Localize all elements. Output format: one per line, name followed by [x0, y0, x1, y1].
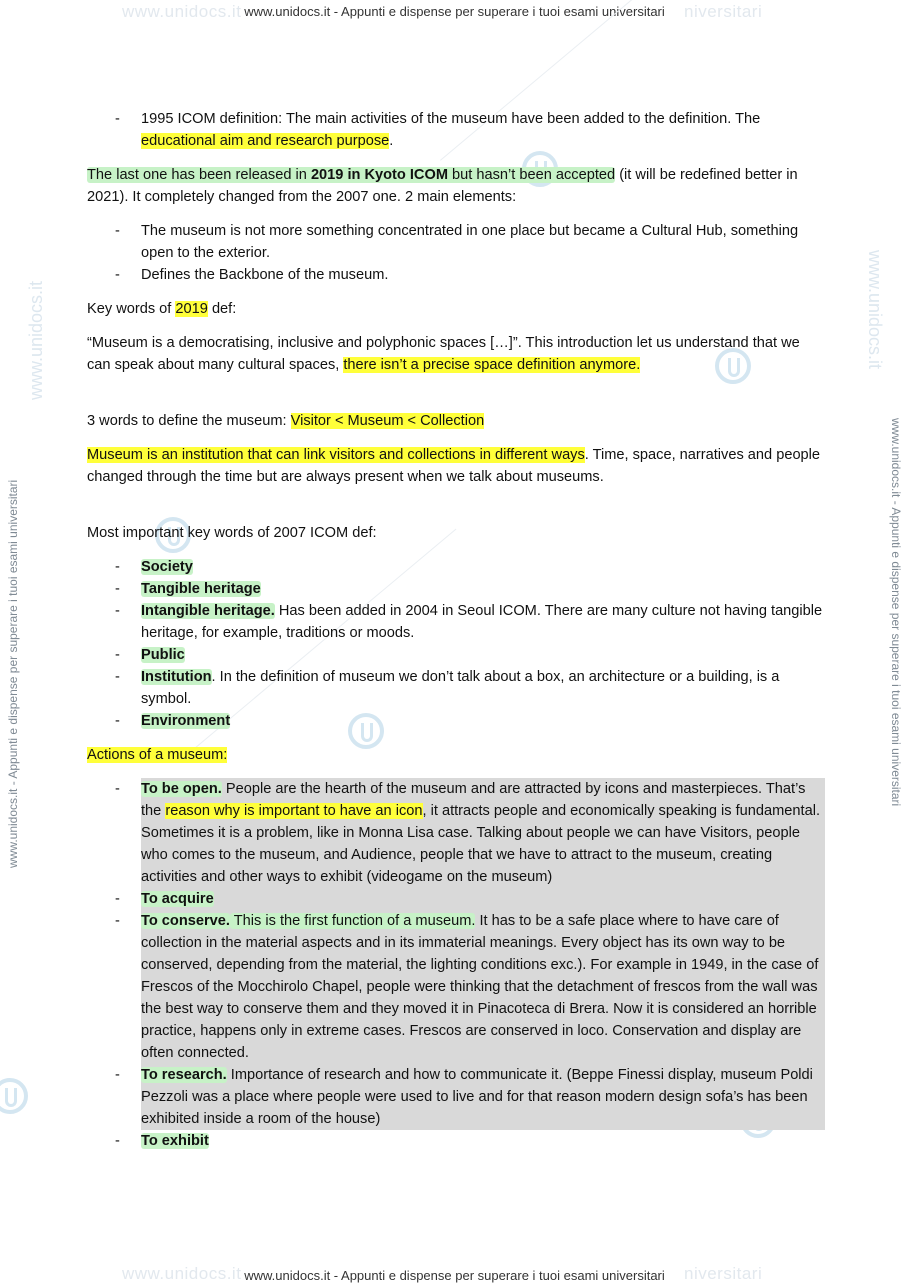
watermark-ghost-right: www.unidocs.it: [865, 250, 885, 370]
highlight-yellow: Actions of a museum:: [87, 747, 228, 763]
paragraph-three-words: [87, 410, 825, 432]
text: (it will be redefined better in 2021). It completely changed from the 2007 one. 2 main elements:: [87, 167, 798, 205]
highlight-yellow: there isn’t a precise space definition anymore.: [343, 357, 641, 373]
list-item-conserve: - To conserve. This is the first function of a museum. It has to be a safe place where to have care of collection in the material aspects and in its immaterial meanings. Every object has its own way to be conserved, depending from the material, the lighting conditions exc.). For example in 1949, in the case of Frescos of the Mocchirolo Chapel, people were thinking that the detachment of frescos from the wall was the best way to conserve them and they moved it in Pinacoteca di Brera. Now it is considered an horrible practice, happens only in extreme cases. Frescos are conserved in loco. Conservation and display are often connected.: [87, 910, 825, 1064]
list-item-institution: - Institution. In the definition of museum we don’t talk about a box, an architecture or a building, is a symbol.: [115, 669, 780, 707]
watermark-ghost-top-right: niversitari: [684, 2, 763, 21]
text: It has to be a safe place where to have care of collection in the material aspects and in its immaterial meanings. Every object has its own way to be conserved, depending from the material, the lighting conditions exc.). For example in 1949, in the case of Frescos of the Mocchirolo Chapel, people were thinking that the detachment of frescos from the wall was the best way to conserve them and they moved it in Pinacoteca di Brera. Now it is considered an horrible practice, happens only in extreme cases. Frescos are conserved in loco. Conservation and display are often connected.: [141, 913, 819, 1061]
highlight-green: To research.: [141, 1067, 227, 1083]
watermark-ghost-top-left: www.unidocs.it: [122, 2, 242, 21]
highlight-green: To conserve.: [141, 913, 230, 929]
watermark-ghost-bottom-right: niversitari: [684, 1264, 763, 1283]
text: , it attracts people and economically speaking is fundamental. Sometimes it is a problem, like in Monna Lisa case. Talking about people we can have Visitors, people who comes to the museum, and Audience, people that we have to attract to the museum, creating activities and other ways to exhibit (videogame on the museum): [141, 803, 821, 885]
list-text: The museum is not more something concentrated in one place but became a Cultural Hub, something open to the exterior.: [141, 223, 799, 261]
list-item-acquire: - To acquire: [87, 888, 825, 910]
highlight-green: Environment: [141, 713, 231, 729]
highlight-yellow: reason why is important to have an icon: [165, 803, 423, 819]
document-body: [87, 108, 825, 1152]
text: . Time, space, narratives and people changed through the time but are always present when we talk about museums.: [87, 447, 821, 485]
text: Importance of research and how to communicate it. (Beppe Finessi display, museum Poldi Pezzoli was a place where people were used to live and for that reason modern design sofa’s has been exhibited inside a room of the house): [141, 1067, 813, 1127]
highlight-green: Tangible heritage: [141, 581, 261, 597]
highlight-green: To acquire: [141, 891, 214, 907]
watermark-footer: www.unidocs.it - Appunti e dispense per superare i tuoi esami universitari: [244, 1268, 665, 1283]
highlight-green: Intangible heritage.: [141, 603, 275, 619]
list-item-society: - Society: [115, 559, 193, 575]
highlight-yellow: 2019: [175, 301, 208, 317]
text: def:: [207, 301, 237, 317]
paragraph-keywords-2007-title: Most important key words of 2007 ICOM def:: [87, 525, 377, 541]
list-item: - Defines the Backbone of the museum.: [87, 264, 825, 286]
actions-title: [87, 744, 825, 766]
paragraph-quote: [87, 332, 825, 376]
highlight-green: To be open.: [141, 781, 222, 797]
actions-list: [87, 778, 825, 1152]
highlight-green: To exhibit: [141, 1133, 209, 1149]
text: Has been added in 2004 in Seoul ICOM. There are many culture not having tangible heritage, for example, traditions or moods.: [141, 603, 823, 641]
highlight-yellow: Museum is an institution that can link visitors and collections in different ways: [87, 447, 585, 463]
watermark-right-side: www.unidocs.it - Appunti e dispense per superare i tuoi esami universitari: [889, 418, 903, 807]
text: 1995 ICOM definition: The main activities of the museum have been added to the definition. The: [141, 111, 761, 127]
list-item-open: - To be open. People are the hearth of the museum and are attracted by icons and masterpieces. That’s the reason why is important to have an icon, it attracts people and economically speaking is fundamental. Sometimes it is a problem, like in Monna Lisa case. Talking about people we can have Visitors, people who comes to the museum, and Audience, people that we have to attract to the museum, creating activities and other ways to exhibit (videogame on the museum): [87, 778, 825, 888]
list-item-tangible: - Tangible heritage: [115, 581, 261, 597]
watermark-ghost-bottom-left: www.unidocs.it: [122, 1264, 242, 1283]
list-item-intangible: - Intangible heritage. Has been added in 2004 in Seoul ICOM. There are many culture not having tangible heritage, for example, traditions or moods.: [115, 603, 823, 641]
unidocs-logo-icon: [0, 1078, 28, 1114]
text: . In the definition of museum we don’t talk about a box, an architecture or a building, is a symbol.: [141, 669, 780, 707]
highlight-green: This is the first function of a museum.: [229, 913, 476, 929]
paragraph-keywords-2019: [87, 298, 825, 320]
text: 3 words to define the museum:: [87, 413, 291, 429]
bold-text: 2019 in Kyoto ICOM: [310, 167, 448, 183]
text: The last one has been released in: [87, 167, 311, 183]
highlight-green: Public: [141, 647, 185, 663]
list-item-research: - To research. Importance of research and how to communicate it. (Beppe Finessi display, museum Poldi Pezzoli was a place where people were used to live and for that reason modern design sofa’s has been exhibited inside a room of the house): [87, 1064, 825, 1130]
text: Key words of: [87, 301, 176, 317]
highlight-green: Institution: [141, 669, 212, 685]
text: .: [389, 133, 394, 149]
watermark-left-side: www.unidocs.it - Appunti e dispense per superare i tuoi esami universitari: [6, 479, 20, 868]
text: People are the hearth of the museum and are attracted by icons and masterpieces. That’s the: [141, 781, 806, 819]
list-item-exhibit: - To exhibit: [115, 1133, 209, 1149]
list-item: - The museum is not more something concentrated in one place but became a Cultural Hub, something open to the exterior.: [87, 220, 825, 264]
highlight-yellow: Visitor < Museum < Collection: [290, 413, 485, 429]
list-dash: -: [115, 111, 120, 127]
paragraph-2019: [87, 164, 825, 208]
text: but hasn’t been accepted: [447, 167, 616, 183]
watermark-ghost-left: www.unidocs.it: [26, 280, 46, 400]
paragraph-institution: [87, 444, 825, 488]
text: “Museum is a democratising, inclusive and polyphonic spaces […]”. This introduction let us understand that we can speak about many cultural spaces,: [87, 335, 800, 373]
list-item-public: - Public: [115, 647, 185, 663]
list-item-1995: [87, 108, 825, 152]
list-text: Defines the Backbone of the museum.: [141, 267, 389, 283]
highlight-green: Society: [141, 559, 193, 575]
list-item-environment: - Environment: [115, 713, 231, 729]
watermark-header: www.unidocs.it - Appunti e dispense per superare i tuoi esami universitari: [244, 4, 665, 19]
highlight-green: [87, 167, 615, 183]
highlight-yellow: educational aim and research purpose: [141, 133, 390, 149]
